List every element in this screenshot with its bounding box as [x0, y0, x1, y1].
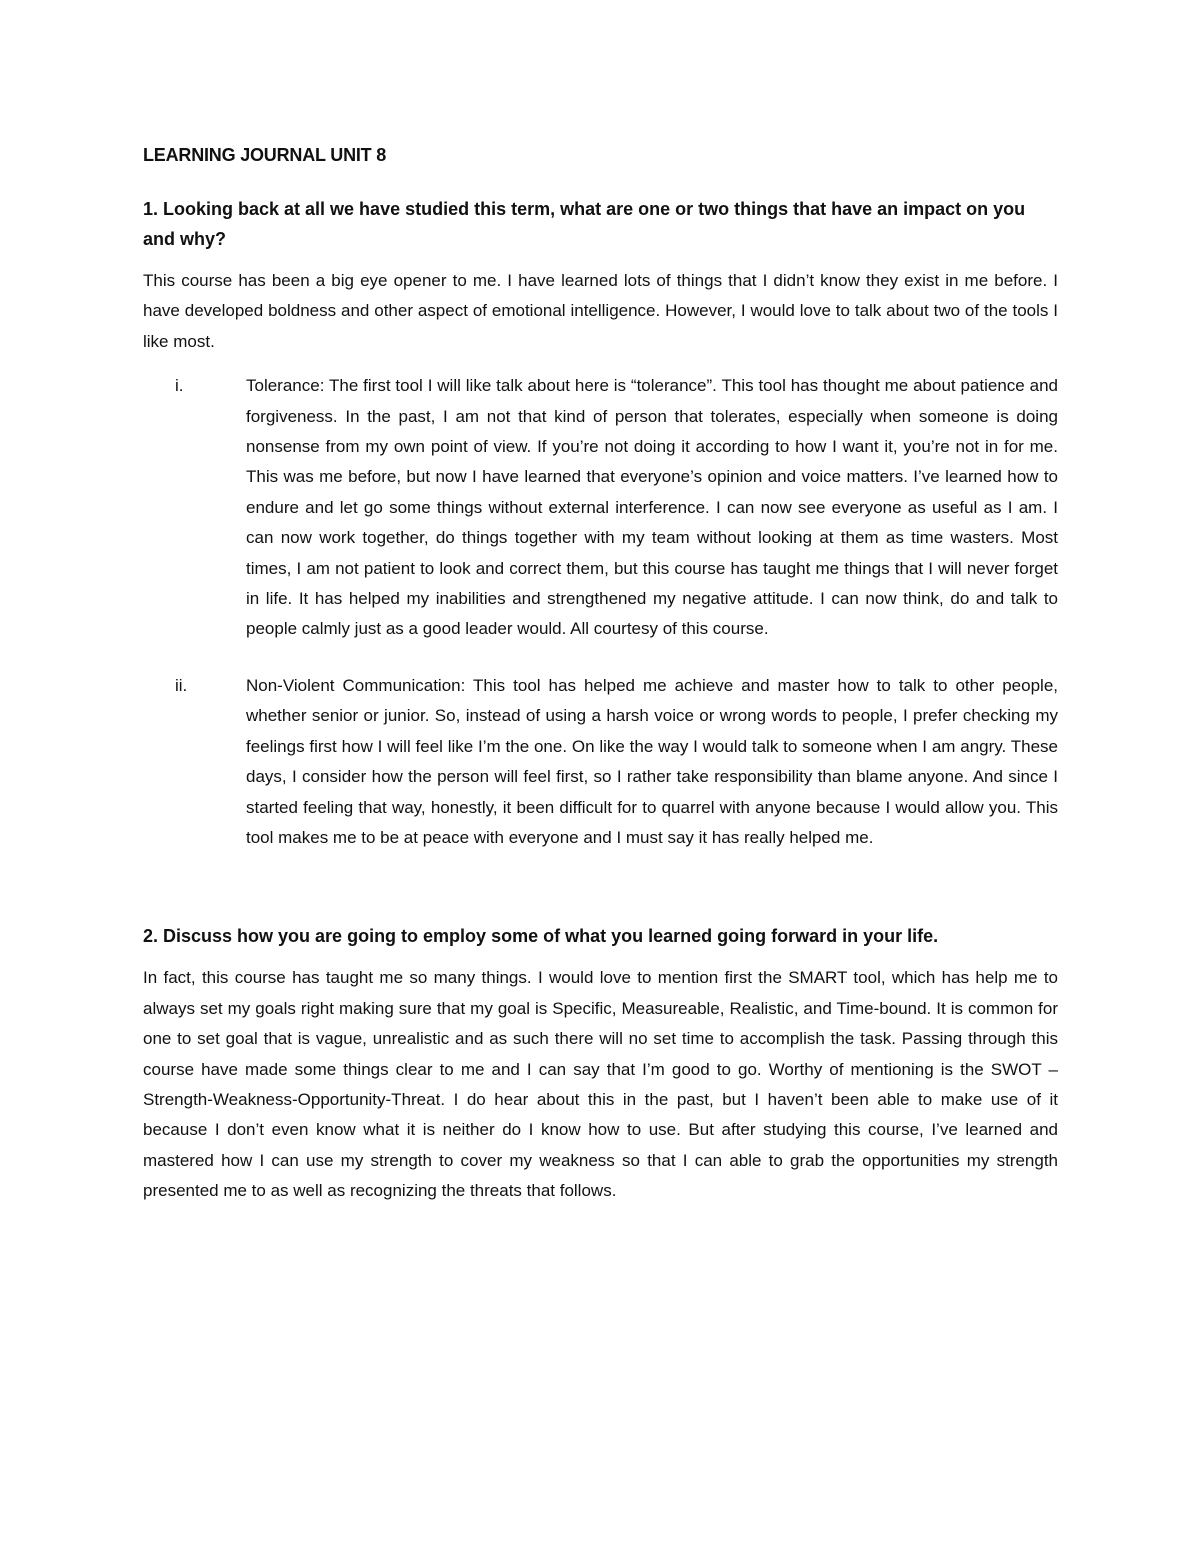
- list-item-text: Non-Violent Communication: This tool has helped me achieve and master how to talk to other people, whether senior or junior. So, instead of using a harsh voice or wrong words to people, I prefer checking my feelings first how I will feel like I’m the one. On like the way I would talk to someone when I am angry. These days, I consider how the person will feel first, so I rather take responsibility than blame anyone. And since I started feeling that way, honestly, it been difficult for to quarrel with anyone because I would allow you. This tool makes me to be at peace with everyone and I must say it has really helped me.: [246, 675, 1058, 847]
- tools-list: [143, 371, 1058, 853]
- section-1-intro-paragraph: This course has been a big eye opener to me. I have learned lots of things that I didn’t know they exist in me before. I have developed boldness and other aspect of emotional intelligence. However, I would love to talk about two of the tools I like most.: [143, 271, 1058, 351]
- question-1-heading: 1. Looking back at all we have studied this term, what are one or two things that have an impact on you and why?: [143, 199, 1026, 249]
- question-2-heading: 2. Discuss how you are going to employ some of what you learned going forward in your life.: [143, 926, 939, 947]
- list-marker: ii.: [175, 675, 188, 695]
- list-item-tolerance: [143, 371, 1058, 645]
- list-marker: i.: [175, 376, 184, 396]
- list-item-non-violent-communication: [143, 671, 1058, 853]
- page-title: LEARNING JOURNAL UNIT 8: [143, 145, 387, 165]
- list-item-text: Tolerance: The first tool I will like talk about here is “tolerance”. This tool has thought me about patience and forgiveness. In the past, I am not that kind of person that tolerates, especially when someone is doing nonsense from my own point of view. If you’re not doing it according to how I want it, you’re not in for me. This was me before, but now I have learned that everyone’s opinion and voice matters. I’ve learned how to endure and let go some things without external interference. I can now see everyone as useful as I am. I can now work together, do things together with my team without looking at them as time wasters. Most times, I am not patient to look and correct them, but this course has taught me things that I will never forget in life. It has helped my inabilities and strengthened my negative attitude. I can now think, do and talk to people calmly just as a good leader would. All courtesy of this course.: [246, 376, 1058, 639]
- section-spacer: [143, 879, 1058, 921]
- document-content: [143, 140, 1058, 1221]
- section-2-body-paragraph: In fact, this course has taught me so many things. I would love to mention first the SMART tool, which has help me to always set my goals right making sure that my goal is Specific, Measureable, Realistic, and Time-bound. It is common for one to set goal that is vague, unrealistic and as such there will no set time to accomplish the task. Passing through this course have made some things clear to me and I can say that I’m good to go. Worthy of mentioning is the SWOT – Strength-Weakness-Opportunity-Threat. I do hear about this in the past, but I haven’t been able to make use of it because I don’t even know what it is neither do I know how to use. But after studying this course, I’ve learned and mastered how I can use my strength to cover my weakness so that I can able to grab the opportunities my strength presented me to as well as recognizing the threats that follows.: [143, 968, 1058, 1201]
